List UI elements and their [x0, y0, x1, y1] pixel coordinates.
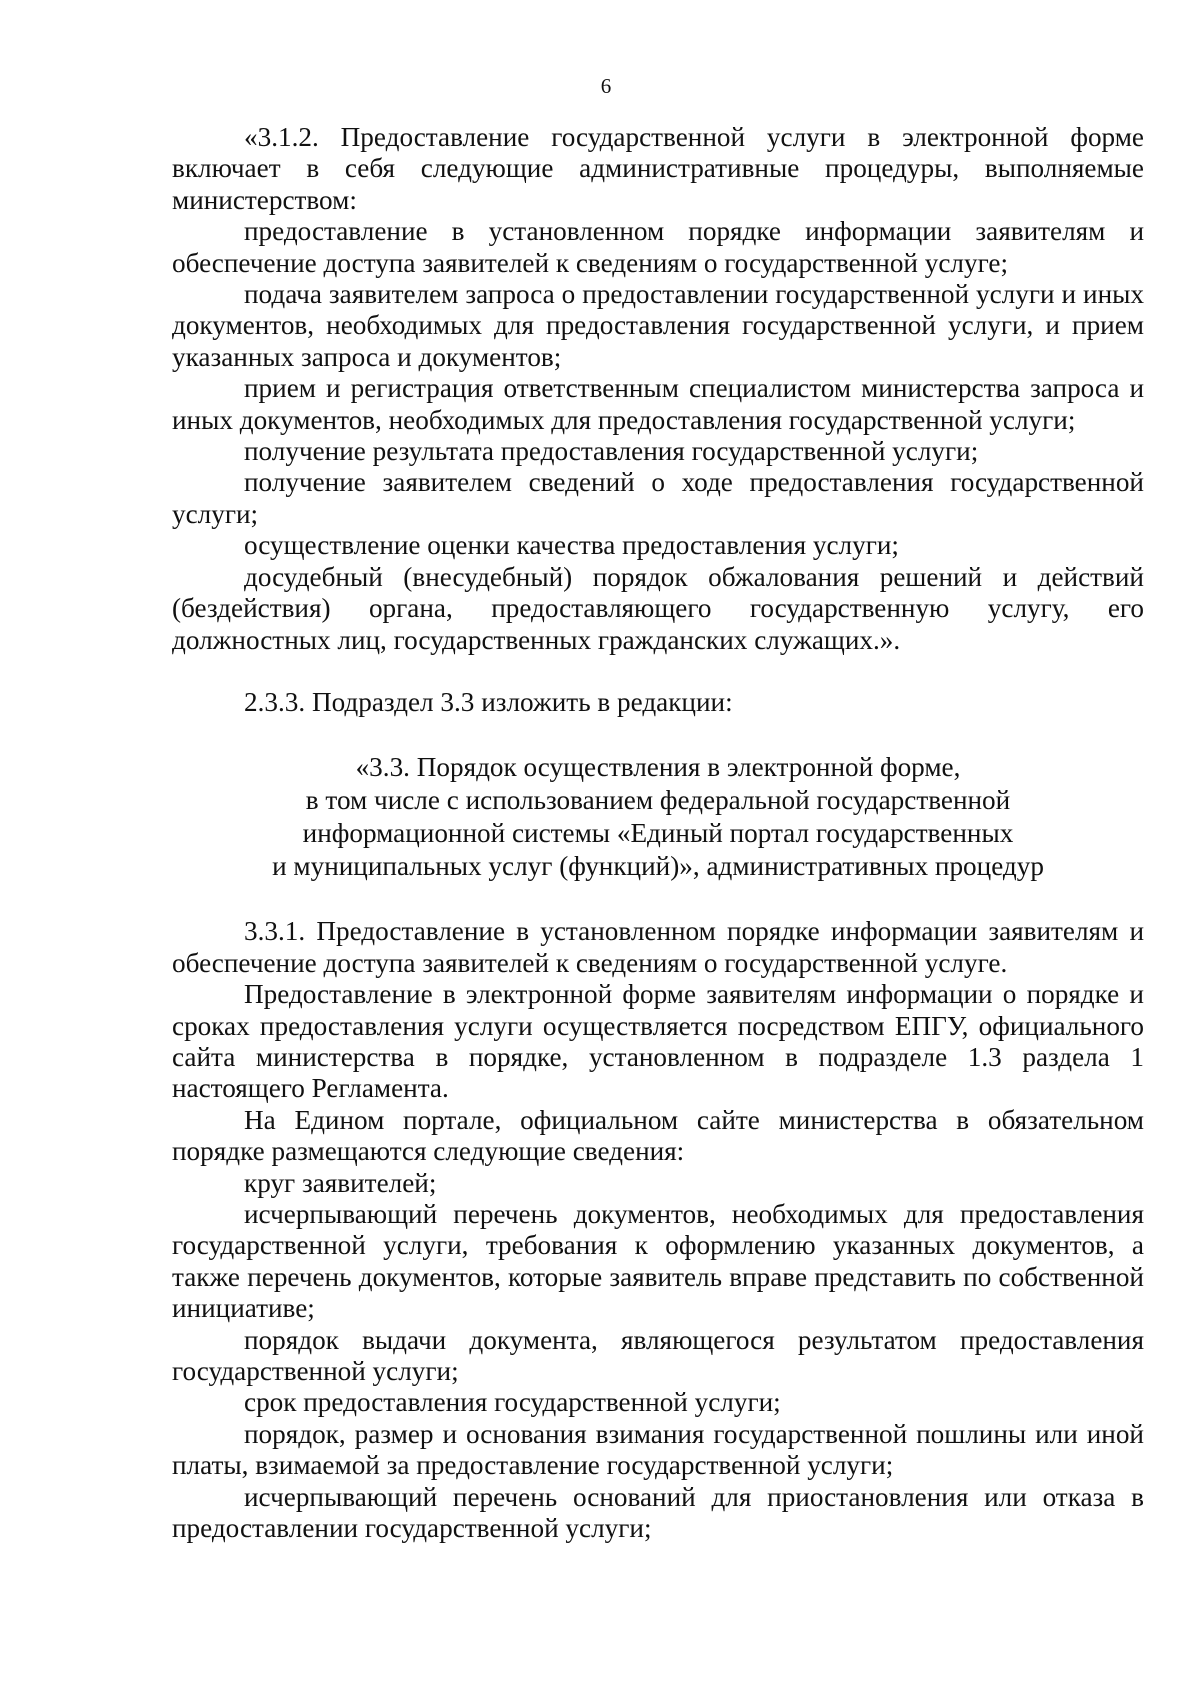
section-3-3-1-paragraph: На Едином портале, официальном сайте министерства в обязательном порядке размещаются следующие сведения: — [172, 1104, 1144, 1167]
info-list-item: порядок выдачи документа, являющегося результатом предоставления государственной услуги; — [172, 1324, 1144, 1386]
heading-line: и муниципальных услуг (функций)», административных процедур — [272, 851, 1044, 882]
procedure-item: предоставление в установленном порядке информации заявителям и обеспечение доступа заявителей к сведениям о государственной услуге; — [172, 216, 1144, 278]
info-list-item: порядок, размер и основания взимания государственной пошлины или иной платы, взимаемой за предоставление государственной услуги; — [172, 1418, 1144, 1481]
procedure-item: подача заявителем запроса о предоставлении государственной услуги и иных документов, необходимых для предоставления государственной услуги, и прием указанных запроса и документов; — [172, 279, 1144, 372]
section-3-3-heading — [172, 751, 1144, 883]
heading-line: в том числе с использованием федеральной государственной — [305, 785, 1011, 816]
info-list-item: круг заявителей; — [244, 1167, 437, 1198]
procedure-item: получение результата предоставления государственной услуги; — [244, 436, 979, 467]
procedure-item: осуществление оценки качества предоставления услуги; — [244, 530, 899, 561]
page-number: 6 — [600, 74, 612, 98]
section-3-3-1-paragraph: Предоставление в электронной форме заявителям информации о порядке и сроках предоставления услуги осуществляется посредством ЕПГУ, официального сайта министерства в порядке, установленном в подразделе 1.3 раздела 1 настоящего Регламента. — [172, 979, 1144, 1104]
heading-line: информационной системы «Единый портал государственных — [302, 818, 1014, 849]
amendment-2-3-3: 2.3.3. Подраздел 3.3 изложить в редакции: — [244, 686, 733, 717]
procedure-item: прием и регистрация ответственным специалистом министерства запроса и иных документов, необходимых для предоставления государственной услуги; — [172, 373, 1144, 435]
procedure-item: получение заявителем сведений о ходе предоставления государственной услуги; — [172, 467, 1144, 529]
document-body — [172, 122, 1144, 1544]
info-list-item: срок предоставления государственной услуги; — [244, 1387, 781, 1418]
info-list-item: исчерпывающий перечень документов, необходимых для предоставления государственной услуги, требования к оформлению указанных документов, а также перечень документов, которые заявитель вправе представить по собственной инициативе; — [172, 1198, 1144, 1324]
section-3-3-1-paragraph: 3.3.1. Предоставление в установленном порядке информации заявителям и обеспечение доступа заявителей к сведениям о государственной услуге. — [172, 916, 1144, 978]
procedure-item: досудебный (внесудебный) порядок обжалования решений и действий (бездействия) органа, предоставляющего государственную услугу, его должностных лиц, государственных гражданских служащих.». — [172, 561, 1144, 655]
info-list-item: исчерпывающий перечень оснований для приостановления или отказа в предоставлении государственной услуги; — [172, 1481, 1144, 1544]
section-3-1-2-intro: «3.1.2. Предоставление государственной услуги в электронной форме включает в себя следующие административные процедуры, выполняемые министерством: — [172, 122, 1144, 215]
heading-line: «3.3. Порядок осуществления в электронной форме, — [355, 752, 961, 783]
